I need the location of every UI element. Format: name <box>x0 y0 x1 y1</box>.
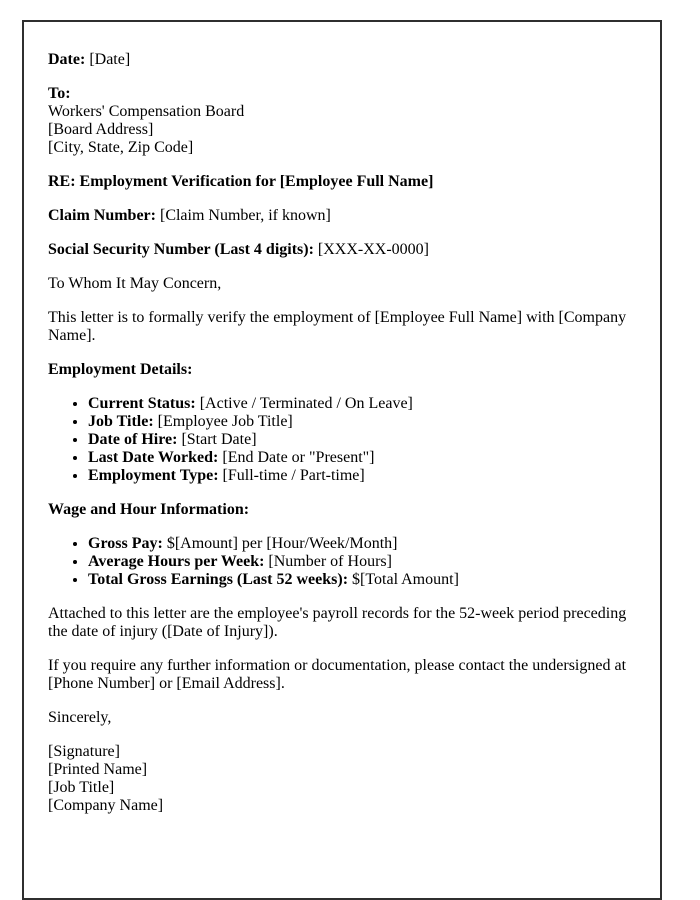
claim-number-value: [Claim Number, if known] <box>159 207 331 224</box>
ssn-label: Social Security Number (Last 4 digits): <box>48 241 314 258</box>
closing: Sincerely, <box>48 709 112 726</box>
item-label: Job Title: <box>88 413 154 430</box>
item-label: Total Gross Earnings (Last 52 weeks): <box>88 571 349 588</box>
salutation: To Whom It May Concern, <box>48 275 222 292</box>
item-value: $[Total Amount] <box>352 571 459 588</box>
printed-name-line: [Printed Name] <box>48 761 148 778</box>
company-name-line: [Company Name] <box>48 797 164 814</box>
contact-paragraph: If you require any further information or documentation, please contact the undersigned at [Phone Number] or [Email Address]. <box>48 657 627 692</box>
subject-text: RE: Employment Verification for [Employee Full Name] <box>48 173 434 190</box>
item-label: Gross Pay: <box>88 535 163 552</box>
claim-number-label: Claim Number: <box>48 207 156 224</box>
recipient-label: To: <box>48 85 71 102</box>
list-item <box>88 467 636 485</box>
wage-hour-heading-text: Wage and Hour Information: <box>48 501 250 518</box>
employment-details-heading-text: Employment Details: <box>48 361 193 378</box>
date-line <box>48 51 636 69</box>
list-item <box>88 431 636 449</box>
employment-details-heading <box>48 361 636 379</box>
list-item <box>88 571 636 589</box>
list-item <box>88 395 636 413</box>
recipient-address: [Board Address] <box>48 121 154 138</box>
list-item <box>88 553 636 571</box>
recipient-city-state-zip: [City, State, Zip Code] <box>48 139 194 156</box>
item-value: $[Amount] per [Hour/Week/Month] <box>166 535 398 552</box>
item-label: Average Hours per Week: <box>88 553 265 570</box>
date-label: Date: <box>48 51 86 68</box>
signature-line: [Signature] <box>48 743 120 760</box>
item-value: [Active / Terminated / On Leave] <box>199 395 413 412</box>
intro-paragraph: This letter is to formally verify the employment of [Employee Full Name] with [Company Name]. <box>48 309 627 344</box>
recipient-name: Workers' Compensation Board <box>48 103 245 120</box>
item-label: Current Status: <box>88 395 196 412</box>
signature-block <box>48 743 636 815</box>
subject-line <box>48 173 636 191</box>
item-label: Date of Hire: <box>88 431 178 448</box>
item-value: [Start Date] <box>181 431 257 448</box>
date-value: [Date] <box>89 51 131 68</box>
item-label: Employment Type: <box>88 467 219 484</box>
claim-number-line <box>48 207 636 225</box>
list-item <box>88 413 636 431</box>
list-item <box>88 535 636 553</box>
ssn-line <box>48 241 636 259</box>
attachment-paragraph: Attached to this letter are the employee's payroll records for the 52-week period preceding the date of injury ([Date of Injury]). <box>48 605 627 640</box>
recipient-block <box>48 85 636 157</box>
letter-page <box>22 20 662 814</box>
item-value: [Number of Hours] <box>268 553 392 570</box>
item-value: [Full-time / Part-time] <box>222 467 365 484</box>
item-label: Last Date Worked: <box>88 449 219 466</box>
employment-details-list <box>48 395 636 485</box>
item-value: [End Date or "Present"] <box>222 449 375 466</box>
letter-body <box>22 20 662 900</box>
wage-hour-list <box>48 535 636 589</box>
item-value: [Employee Job Title] <box>157 413 293 430</box>
job-title-line: [Job Title] <box>48 779 115 796</box>
list-item <box>88 449 636 467</box>
ssn-value: [XXX-XX-0000] <box>317 241 430 258</box>
wage-hour-heading <box>48 501 636 519</box>
